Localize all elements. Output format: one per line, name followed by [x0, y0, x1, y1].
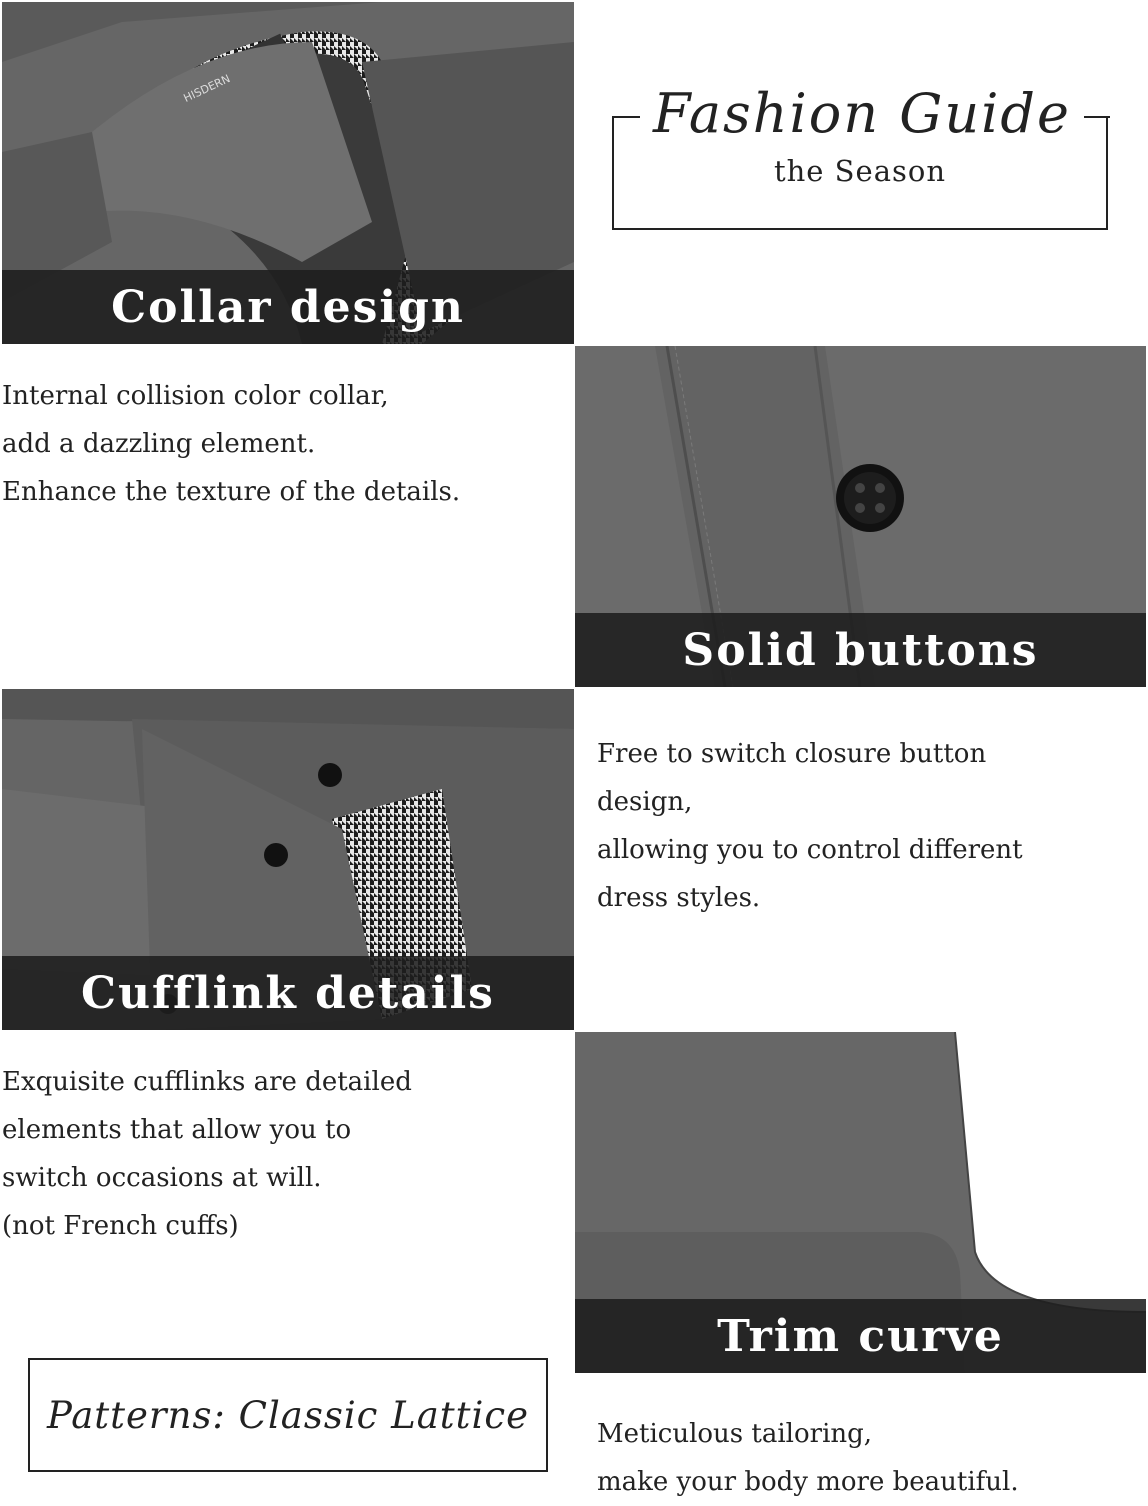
cufflink-image-panel	[2, 689, 574, 1030]
collar-brand-tag: HISDERN	[181, 72, 233, 105]
buttons-description-line: design,	[597, 787, 693, 817]
cufflink-description-line: Exquisite cufflinks are detailed	[2, 1067, 412, 1097]
buttons-image-panel	[575, 346, 1146, 687]
cufflink-description-line: elements that allow you to	[2, 1115, 352, 1145]
fashion-guide-subtitle: the Season	[773, 154, 947, 188]
buttons-description-line: dress styles.	[597, 883, 761, 913]
fashion-guide-title: Fashion Guide	[653, 82, 1071, 145]
trim-image-panel	[575, 1032, 1146, 1373]
trim-description-line: make your body more beautiful.	[597, 1467, 1019, 1497]
buttons-description	[597, 730, 1023, 922]
buttons-description-line: Free to switch closure button	[597, 739, 987, 769]
trim-description-line: Meticulous tailoring,	[597, 1419, 873, 1449]
buttons-description-line: allowing you to control different	[597, 835, 1023, 865]
collar-description-line: Internal collision color collar,	[2, 381, 389, 411]
cufflink-details-label: Cufflink details	[2, 956, 574, 1030]
collar-description-line: add a dazzling element.	[2, 429, 316, 459]
cufflink-description-line: (not French cuffs)	[2, 1211, 239, 1241]
collar-image-panel	[2, 2, 574, 344]
collar-description-line: Enhance the texture of the details.	[2, 477, 461, 507]
collar-design-label: Collar design	[2, 270, 574, 344]
cufflink-description	[2, 1058, 412, 1250]
cufflink-description-line: switch occasions at will.	[2, 1163, 322, 1193]
solid-buttons-label: Solid buttons	[575, 613, 1146, 687]
collar-description	[2, 372, 460, 516]
trim-description	[597, 1410, 1019, 1506]
trim-curve-label: Trim curve	[575, 1299, 1146, 1373]
pattern-note: Patterns: Classic Lattice	[28, 1358, 548, 1472]
